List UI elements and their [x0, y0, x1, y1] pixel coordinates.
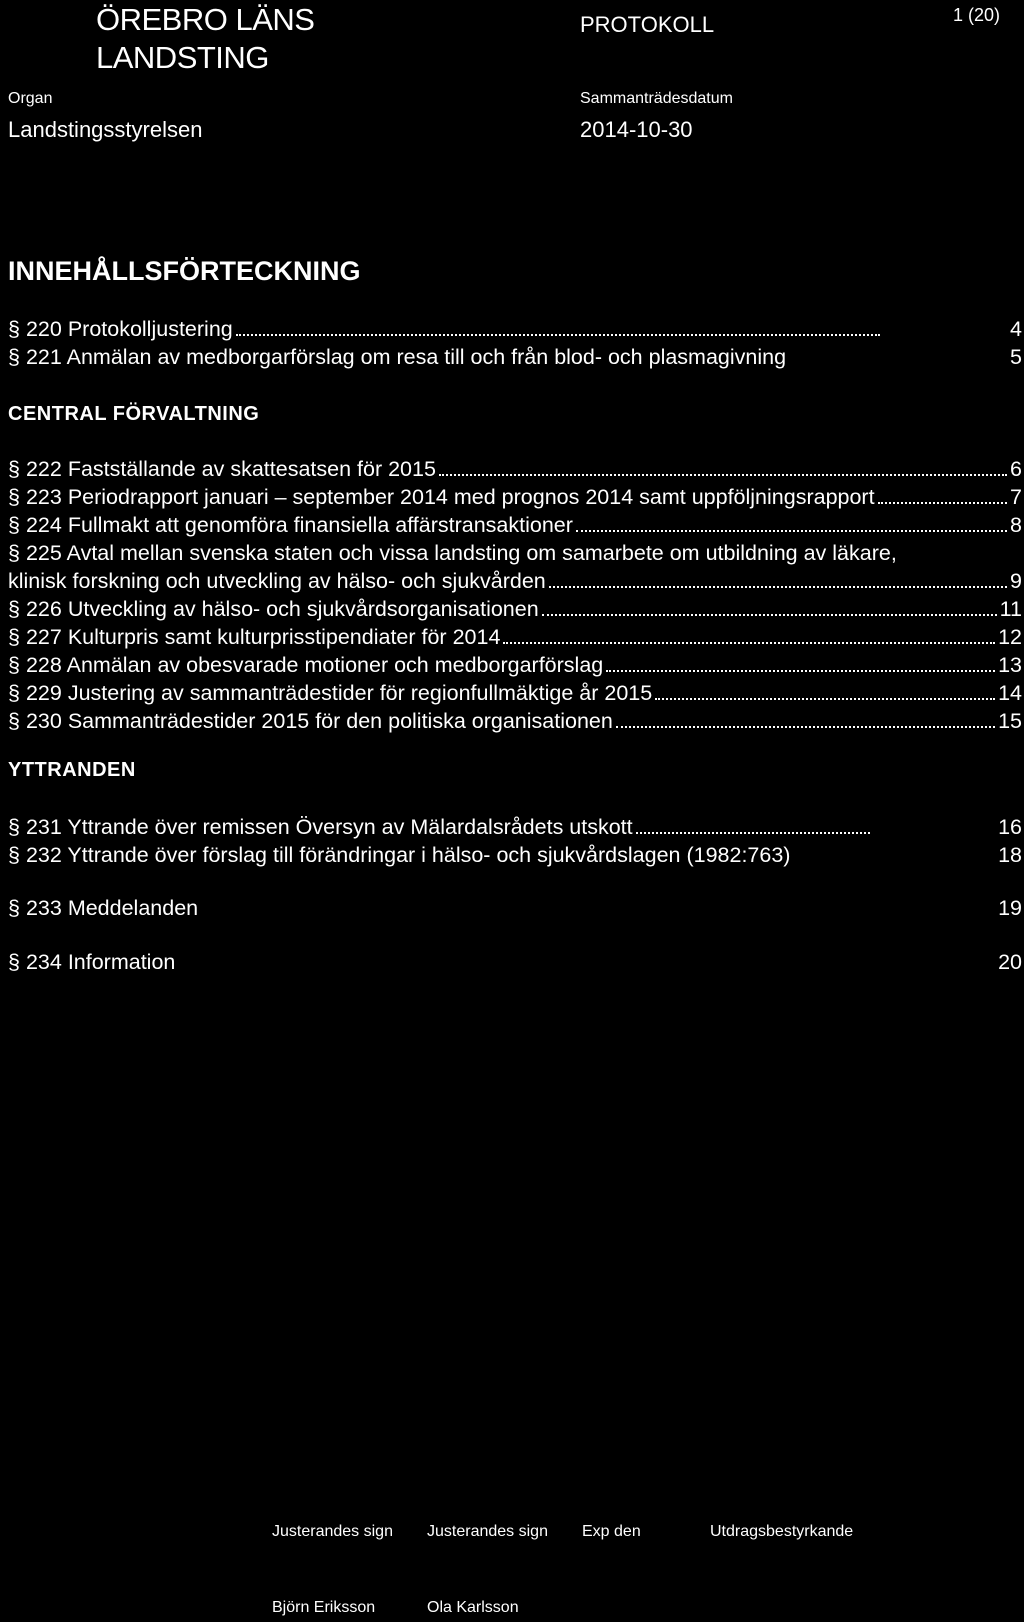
dot-leader	[576, 530, 1007, 532]
section-symbol: §	[8, 815, 20, 839]
toc-entry-page: 20	[998, 950, 1022, 974]
footer-label-justerandes-sign-1: Justerandes sign	[272, 1523, 393, 1540]
toc-entry-page: 6	[1010, 457, 1022, 481]
toc-entry	[8, 487, 1022, 509]
dot-leader	[439, 474, 1007, 476]
toc-entry	[8, 711, 1022, 733]
footer-label-exp-den: Exp den	[582, 1523, 641, 1540]
organ-value: Landstingsstyrelsen	[8, 117, 203, 142]
dot-leader	[616, 726, 995, 728]
toc-entry	[8, 319, 1022, 341]
toc-entry-page: 13	[998, 653, 1022, 677]
document-type: PROTOKOLL	[580, 12, 715, 37]
dot-leader	[549, 586, 1007, 588]
meeting-date-value: 2014-10-30	[580, 117, 693, 142]
toc-entry-page: 15	[998, 709, 1022, 733]
toc-entry-text: 221 Anmälan av medborgarförslag om resa till och från blod- och plasmagivning	[25, 345, 787, 369]
section-symbol: §	[8, 625, 20, 649]
toc-entry	[8, 655, 1022, 677]
toc-entry	[8, 459, 1022, 481]
toc-entry-page: 11	[999, 597, 1022, 621]
org-name-line1: ÖREBRO LÄNS	[96, 2, 315, 37]
toc-title: INNEHÅLLSFÖRTECKNING	[8, 256, 361, 286]
toc-entry-text: 231 Yttrande över remissen Översyn av Mälardalsrådets utskott	[25, 815, 633, 839]
section-symbol: §	[8, 709, 20, 733]
toc-entry-page: 18	[998, 843, 1022, 867]
toc-entry-text: 230 Sammanträdestider 2015 för den politiska organisationen	[25, 709, 613, 733]
section-symbol: §	[8, 653, 20, 677]
toc-entry	[8, 627, 1022, 649]
toc-entry	[8, 898, 1022, 920]
toc-entry	[8, 599, 1022, 621]
toc-entry-text: 225 Avtal mellan svenska staten och vissa landsting om samarbete om utbildning av läkare,	[25, 541, 897, 565]
toc-entry-text: 229 Justering av sammanträdestider för regionfullmäktige år 2015	[25, 681, 653, 705]
section-heading-yttranden: YTTRANDEN	[8, 759, 136, 781]
dot-leader	[236, 334, 880, 336]
footer-label-utdragsbestyrkande: Utdragsbestyrkande	[710, 1523, 854, 1540]
toc-entry-text: 228 Anmälan av obesvarade motioner och medborgarförslag	[25, 653, 604, 677]
toc-entry	[8, 683, 1022, 705]
toc-entry-page: 9	[1010, 569, 1022, 593]
page-indicator: 1 (20)	[952, 5, 1000, 25]
dot-leader	[606, 670, 995, 672]
toc-entry-text: 232 Yttrande över förslag till förändringar i hälso- och sjukvårdslagen (1982:763)	[25, 843, 791, 867]
toc-entry-text: 220 Protokolljustering	[25, 317, 233, 341]
section-symbol: §	[8, 896, 20, 920]
section-symbol: §	[8, 345, 20, 369]
toc-entry	[8, 817, 1022, 839]
toc-entry	[8, 543, 1022, 565]
section-symbol: §	[8, 843, 20, 867]
toc-entry-page: 7	[1010, 485, 1022, 509]
toc-entry-text: 233 Meddelanden	[25, 896, 199, 920]
section-symbol: §	[8, 317, 20, 341]
toc-entry-page: 19	[998, 896, 1022, 920]
dot-leader	[503, 642, 995, 644]
section-heading-central: CENTRAL FÖRVALTNING	[8, 403, 260, 425]
toc-entry	[8, 347, 1022, 369]
toc-entry-page: 4	[1010, 317, 1022, 341]
toc-entry-continuation	[8, 571, 1022, 593]
toc-entry-text: 223 Periodrapport januari – september 2014 med prognos 2014 samt uppföljningsrapport	[25, 485, 875, 509]
toc-entry-page: 5	[1010, 345, 1022, 369]
toc-entry-text: 224 Fullmakt att genomföra finansiella affärstransaktioner	[25, 513, 573, 537]
meeting-date-label: Sammanträdesdatum	[580, 90, 733, 107]
toc-entry-page: 14	[998, 681, 1022, 705]
dot-leader	[542, 614, 997, 616]
section-symbol: §	[8, 541, 20, 565]
section-symbol: §	[8, 681, 20, 705]
toc-entry-text: 226 Utveckling av hälso- och sjukvårdsorganisationen	[25, 597, 539, 621]
toc-entry	[8, 952, 1022, 974]
toc-entry-text: 227 Kulturpris samt kulturprisstipendiater för 2014	[25, 625, 501, 649]
toc-entry-page: 8	[1010, 513, 1022, 537]
section-symbol: §	[8, 457, 20, 481]
dot-leader	[636, 832, 870, 834]
toc-entry	[8, 845, 1022, 867]
toc-entry-text: klinisk forskning och utveckling av hälso- och sjukvården	[8, 569, 546, 593]
signature-1: Björn Eriksson	[272, 1599, 376, 1616]
toc-entry-page: 16	[998, 815, 1022, 839]
section-symbol: §	[8, 950, 20, 974]
section-symbol: §	[8, 597, 20, 621]
dot-leader	[655, 698, 995, 700]
section-symbol: §	[8, 485, 20, 509]
toc-entry-text: 222 Fastställande av skattesatsen för 2015	[25, 457, 436, 481]
organ-label: Organ	[8, 90, 53, 107]
toc-entry-text: 234 Information	[25, 950, 176, 974]
signature-2: Ola Karlsson	[427, 1599, 519, 1616]
toc-entry-page: 12	[998, 625, 1022, 649]
org-name-line2: LANDSTING	[96, 40, 269, 75]
footer-label-justerandes-sign-2: Justerandes sign	[427, 1523, 548, 1540]
dot-leader	[878, 502, 1007, 504]
toc-entry	[8, 515, 1022, 537]
section-symbol: §	[8, 513, 20, 537]
